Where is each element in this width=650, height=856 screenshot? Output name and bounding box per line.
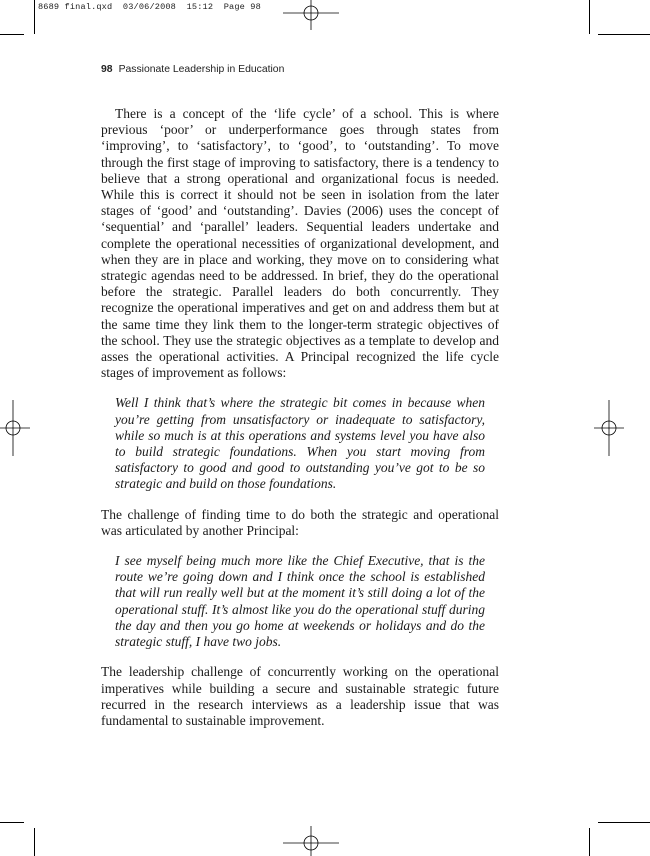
crop-mark-bottom-left-h xyxy=(0,822,24,823)
crop-mark-bottom-right-v xyxy=(589,828,590,856)
block-quote-principal-1: Well I think that’s where the strategic bit comes in because when you’re getting from unsatisfactory or inadequate to satisfactory, while so much is at this operations and systems level you have also to build strategic foundations. When you start moving from satisfactory to good and good to outstanding you’ve got to be so strategic and build on those foundations. xyxy=(115,395,485,492)
crop-mark-bottom-right-h xyxy=(598,822,650,823)
crop-mark-bottom-left-v xyxy=(34,828,35,856)
registration-mark-right-icon xyxy=(594,400,624,456)
paragraph-leadership-challenge: The leadership challenge of concurrently working on the operational imperatives while building a secure and sustainable strategic future recurred in the research interviews as a leadership issue that was fundamental to sustainable improvement. xyxy=(101,664,499,728)
block-quote-principal-2: I see myself being much more like the Chief Executive, that is the route we’re going down and I think once the school is established that will run really well but at the moment it’s still doing a lot of the operational stuff. It’s almost like you do the operational stuff during the day and then you go home at weekends or holidays and do the strategic stuff, I have two jobs. xyxy=(115,553,485,650)
page-number: 98 xyxy=(101,64,113,75)
crop-mark-top-right-v xyxy=(589,0,590,34)
book-title: Passionate Leadership in Education xyxy=(118,64,285,75)
body-text xyxy=(101,106,499,729)
printer-slug: 8689 final.qxd 03/06/2008 15:12 Page 98 xyxy=(38,2,261,12)
registration-mark-left-icon xyxy=(0,400,30,456)
running-head xyxy=(101,64,284,75)
registration-mark-bottom-icon xyxy=(283,826,339,856)
registration-mark-top-icon xyxy=(283,0,339,30)
crop-mark-top-left-v xyxy=(34,0,35,34)
crop-mark-top-right-h xyxy=(598,34,650,35)
paragraph-life-cycle: There is a concept of the ‘life cycle’ of a school. This is where previous ‘poor’ or underperformance goes through states from ‘improving’, to ‘satisfactory’, to ‘good’, to ‘outstanding’. To move through the first stage of improving to satisfactory, there is a tendency to believe that a strong operational and organizational focus is needed. While this is correct it should not be seen in isolation from the later stages of ‘good’ and ‘outstanding’. Davies (2006) uses the concept of ‘sequential’ and ‘parallel’ leaders. Sequential leaders undertake and complete the operational necessities of organizational development, and when they are in place and working, they move on to considering what strategic agendas need to be addressed. In brief, they do the operational before the strategic. Parallel leaders do both concurrently. They recognize the operational imperatives and get on and address them but at the same time they link them to the longer-term strategic objectives of the school. They use the strategic objectives as a template to develop and asses the operational activities. A Principal recognized the life cycle stages of improvement as follows: xyxy=(101,106,499,381)
paragraph-challenge: The challenge of finding time to do both the strategic and operational was articulated by another Principal: xyxy=(101,506,499,538)
crop-mark-top-left-h xyxy=(0,34,24,35)
